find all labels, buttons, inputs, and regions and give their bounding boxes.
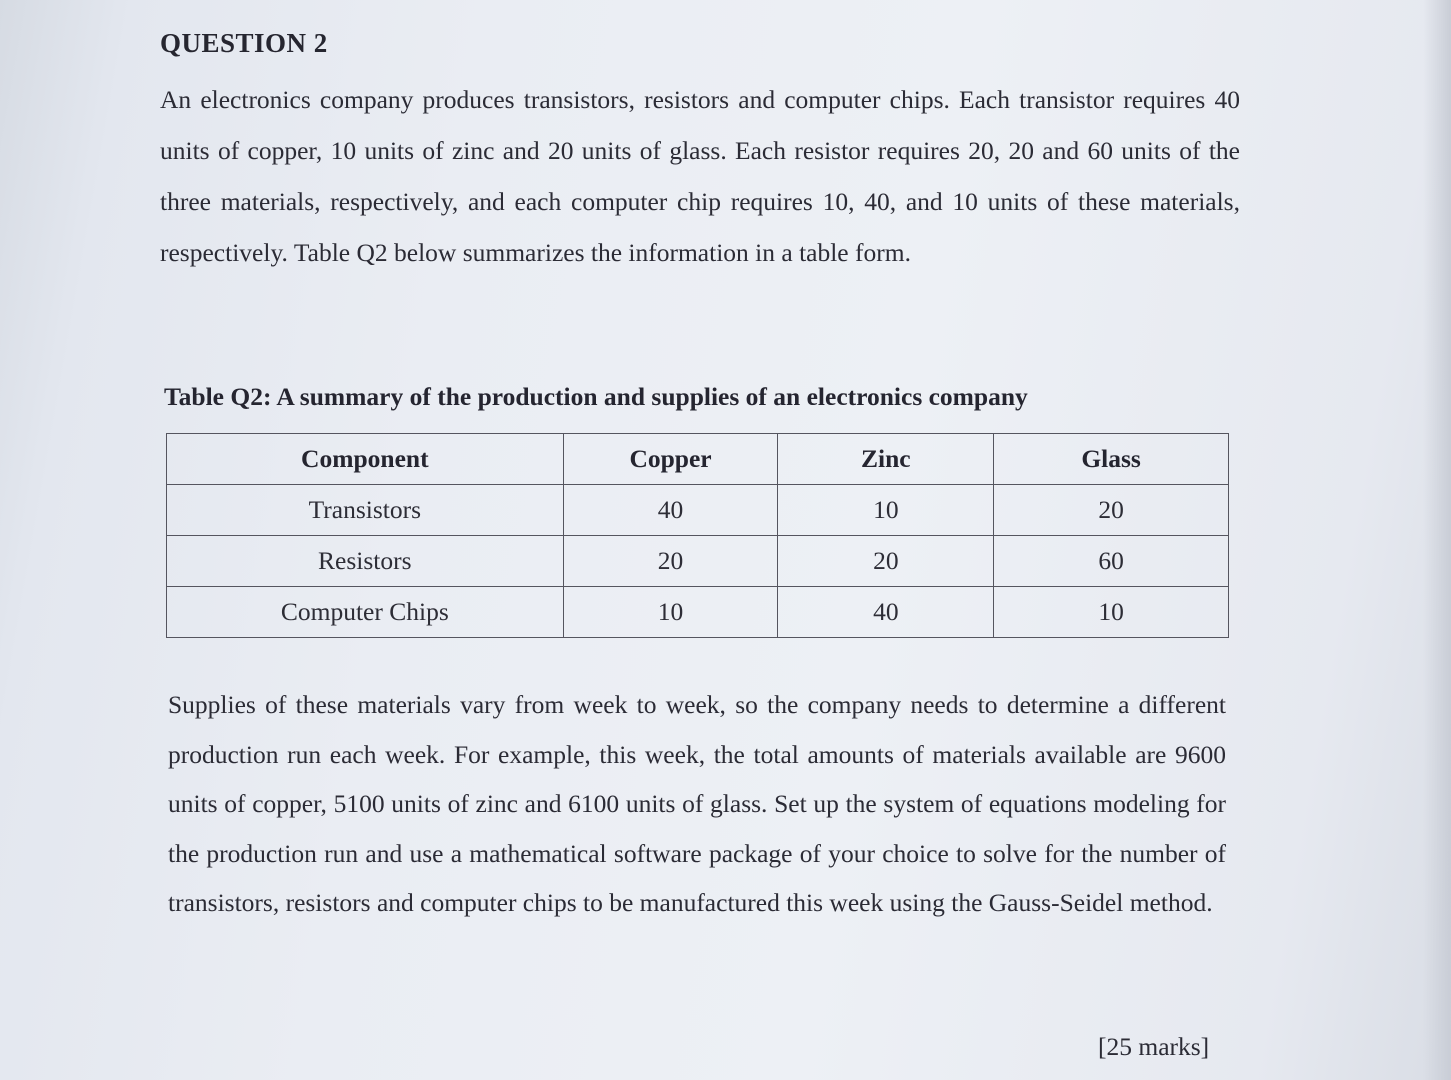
cell-copper: 10 [563, 587, 778, 638]
marks-label: [25 marks] [1098, 1032, 1210, 1061]
page-edge-shadow [1423, 0, 1451, 1080]
header-component: Component [167, 434, 564, 485]
cell-zinc: 10 [778, 485, 994, 536]
cell-component: Transistors [167, 485, 564, 536]
table-row [167, 587, 1229, 638]
cell-glass: 10 [994, 587, 1229, 638]
header-zinc: Zinc [778, 434, 994, 485]
body-paragraph [168, 680, 1226, 928]
body-text: Supplies of these materials vary from week to week, so the company needs to determine a different production run each week. For example, this week, the total amounts of materials available are 9600 units of copper, 5100 units of zinc and 6100 units of glass. Set up the system of equations modeling for the production run and use a mathematical software package of your choice to solve for the number of transistors, resistors and computer chips to be manufactured this week using the Gauss-Seidel method. [168, 690, 1226, 917]
cell-component: Computer Chips [167, 587, 564, 638]
cell-zinc: 20 [778, 536, 994, 587]
question-title: QUESTION 2 [160, 28, 328, 58]
cell-glass: 20 [994, 485, 1229, 536]
table-caption: Table Q2: A summary of the production and supplies of an electronics company [164, 382, 1028, 411]
table-row [167, 485, 1229, 536]
table-row [167, 536, 1229, 587]
cell-component: Resistors [167, 536, 564, 587]
intro-text: An electronics company produces transistors, resistors and computer chips. Each transistor requires 40 units of copper, 10 units of zinc and 20 units of glass. Each resistor requires 20, 20 and 60 units of the three materials, respectively, and each computer chip requires 10, 40, and 10 units of these materials, respectively. Table Q2 below summarizes the information in a table form. [160, 85, 1240, 267]
header-copper: Copper [563, 434, 778, 485]
table-header-row [167, 434, 1229, 485]
intro-paragraph [160, 74, 1240, 278]
cell-glass: 60 [994, 536, 1229, 587]
header-glass: Glass [994, 434, 1229, 485]
cell-copper: 40 [563, 485, 778, 536]
cell-zinc: 40 [778, 587, 994, 638]
summary-table [166, 433, 1229, 638]
cell-copper: 20 [563, 536, 778, 587]
